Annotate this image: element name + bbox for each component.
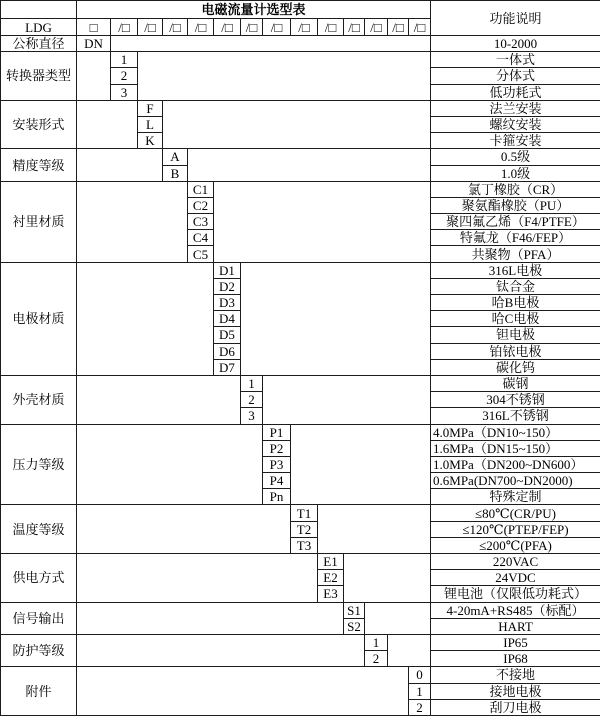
code-cell: D5: [214, 327, 241, 343]
spacer-cell: [77, 602, 344, 634]
code-cell: 2: [111, 68, 138, 84]
code-cell: 0: [409, 667, 431, 683]
description-cell: 哈C电极: [431, 311, 600, 327]
spacer-cell: [77, 424, 263, 505]
code-cell: E3: [318, 586, 344, 602]
code-cell: K: [138, 133, 163, 149]
code-cell: B: [163, 165, 188, 181]
description-cell: 0.6MPa(DN700~DN2000): [431, 473, 600, 489]
code-slot: /□: [344, 19, 365, 36]
description-cell: 1.0级: [431, 165, 600, 181]
description-cell: 氯丁橡胶（CR）: [431, 181, 600, 197]
description-cell: 钛合金: [431, 278, 600, 294]
code-cell: T3: [291, 537, 318, 553]
code-cell: D6: [214, 343, 241, 359]
description-cell: 共聚物（PFA）: [431, 246, 600, 262]
code-cell: C1: [188, 181, 214, 197]
code-slot: /□: [188, 19, 214, 36]
code-cell: 3: [241, 408, 263, 424]
code-cell: D2: [214, 278, 241, 294]
code-slot: /□: [111, 19, 138, 36]
spacer-cell: [214, 181, 431, 262]
code-cell: A: [163, 149, 188, 165]
spacer-cell: [77, 100, 138, 149]
code-box: □: [77, 19, 111, 36]
description-cell: 铂铱电极: [431, 343, 600, 359]
category-label-protection-rating: 防护等级: [1, 634, 77, 666]
description-cell: IP68: [431, 651, 600, 667]
category-label-accuracy-class: 精度等级: [1, 149, 77, 181]
description-cell: 1.0MPa（DN200~DN600）: [431, 456, 600, 472]
description-cell: 聚氨酯橡胶（PU）: [431, 197, 600, 213]
table-row: [1, 602, 600, 618]
code-cell: 1: [111, 52, 138, 68]
table-row: [1, 505, 600, 521]
description-cell: 220VAC: [431, 554, 600, 570]
description-cell: HART: [431, 618, 600, 634]
description-cell: ≤120℃(PTEP/FEP): [431, 521, 600, 537]
code-cell: P3: [263, 456, 291, 472]
spacer-cell: [138, 52, 431, 101]
category-label-nominal-diameter: 公称直径: [1, 36, 77, 52]
code-cell: L: [138, 116, 163, 132]
table-row: [1, 375, 600, 391]
code-cell: P4: [263, 473, 291, 489]
code-slot: /□: [365, 19, 388, 36]
spacer-cell: [77, 181, 188, 262]
table-row: [1, 181, 600, 197]
category-label-pressure-rating: 压力等级: [1, 424, 77, 505]
description-cell: 钽电极: [431, 327, 600, 343]
description-cell: 螺纹安装: [431, 116, 600, 132]
spacer-cell: [291, 424, 431, 505]
description-cell: 316L不锈钢: [431, 408, 600, 424]
category-label-signal-output: 信号输出: [1, 602, 77, 634]
description-cell: 刮刀电极: [431, 699, 600, 715]
code-cell: T1: [291, 505, 318, 521]
category-label-installation-type: 安装形式: [1, 100, 77, 149]
title-row: [1, 1, 600, 19]
description-cell: IP65: [431, 634, 600, 650]
code-slot: /□: [318, 19, 344, 36]
category-label-housing-material: 外壳材质: [1, 375, 77, 424]
table-row: [1, 262, 600, 278]
description-cell: 接地电极: [431, 683, 600, 699]
spacer-cell: [263, 375, 431, 424]
code-cell: C5: [188, 246, 214, 262]
spacer-cell: [241, 262, 431, 375]
code-cell: S1: [344, 602, 365, 618]
description-cell: 4-20mA+RS485（标配）: [431, 602, 600, 618]
spacer-cell: [77, 505, 291, 554]
category-label-converter-type: 转换器类型: [1, 52, 77, 101]
table-row: [1, 149, 600, 165]
code-cell: 1: [241, 375, 263, 391]
code-cell: C3: [188, 214, 214, 230]
description-cell: 聚四氟乙烯（F4/PTFE）: [431, 214, 600, 230]
code-cell: 3: [111, 84, 138, 100]
description-cell: 10-2000: [431, 36, 600, 52]
description-cell: 哈B电极: [431, 295, 600, 311]
description-cell: ≤200℃(PFA): [431, 537, 600, 553]
page-title: 电磁流量计选型表: [77, 1, 431, 19]
function-column-header: 功能说明: [431, 1, 600, 36]
code-slot: /□: [388, 19, 409, 36]
description-cell: 1.6MPa（DN15~150）: [431, 440, 600, 456]
code-cell: 1: [409, 683, 431, 699]
code-slot: /□: [214, 19, 241, 36]
spacer-cell: [318, 505, 431, 554]
code-cell: 2: [241, 392, 263, 408]
category-label-power-supply: 供电方式: [1, 554, 77, 603]
spacer-cell: [188, 149, 431, 181]
spacer-cell: [344, 554, 431, 603]
description-cell: ≤80℃(CR/PU): [431, 505, 600, 521]
description-cell: 不接地: [431, 667, 600, 683]
code-cell: D1: [214, 262, 241, 278]
title-left-spacer: [1, 1, 77, 19]
table-row: [1, 667, 600, 683]
description-cell: 锂电池（仅限低功耗式）: [431, 586, 600, 602]
category-label-temperature-rating: 温度等级: [1, 505, 77, 554]
description-cell: 碳化钨: [431, 359, 600, 375]
code-cell: E2: [318, 570, 344, 586]
table-row: [1, 36, 600, 52]
spacer-cell: [77, 149, 163, 181]
spacer-cell: [77, 375, 241, 424]
code-cell: S2: [344, 618, 365, 634]
code-cell: P1: [263, 424, 291, 440]
spacer-cell: [77, 52, 111, 101]
table-row: [1, 634, 600, 650]
description-cell: 24VDC: [431, 570, 600, 586]
code-cell: C4: [188, 230, 214, 246]
spacer-cell: [77, 634, 365, 666]
code-slot: /□: [241, 19, 263, 36]
spacer-cell: [77, 667, 409, 716]
description-cell: 一体式: [431, 52, 600, 68]
spacer-cell: [77, 554, 318, 603]
description-cell: 低功耗式: [431, 84, 600, 100]
description-cell: 碳钢: [431, 375, 600, 391]
code-cell: D4: [214, 311, 241, 327]
code-cell: P2: [263, 440, 291, 456]
description-cell: 卡箍安装: [431, 133, 600, 149]
code-cell: 2: [409, 699, 431, 715]
code-cell: C2: [188, 197, 214, 213]
code-slot: /□: [409, 19, 431, 36]
description-cell: 法兰安装: [431, 100, 600, 116]
code-cell: D7: [214, 359, 241, 375]
spacer-cell: [163, 100, 431, 149]
code-slot: /□: [291, 19, 318, 36]
category-label-electrode-material: 电极材质: [1, 262, 77, 375]
model-prefix: LDG: [1, 19, 77, 36]
code-cell: T2: [291, 521, 318, 537]
code-cell: F: [138, 100, 163, 116]
description-cell: 4.0MPa（DN10~150）: [431, 424, 600, 440]
code-slot: /□: [163, 19, 188, 36]
table-row: [1, 52, 600, 68]
spacer-cell: [365, 602, 431, 634]
code-cell: E1: [318, 554, 344, 570]
description-cell: 304不锈钢: [431, 392, 600, 408]
category-label-lining-material: 衬里材质: [1, 181, 77, 262]
description-cell: 特氟龙（F46/FEP）: [431, 230, 600, 246]
description-cell: 316L电极: [431, 262, 600, 278]
code-cell: 1: [365, 634, 388, 650]
spacer-cell: [77, 262, 214, 375]
description-cell: 0.5级: [431, 149, 600, 165]
code-slot: /□: [138, 19, 163, 36]
code-cell: 2: [365, 651, 388, 667]
description-cell: 分体式: [431, 68, 600, 84]
table-row: [1, 554, 600, 570]
spacer-cell: [388, 634, 431, 666]
code-slot: /□: [263, 19, 291, 36]
code-cell: D3: [214, 295, 241, 311]
spacer-cell: [111, 36, 431, 52]
category-label-accessories: 附件: [1, 667, 77, 716]
code-cell: DN: [77, 36, 111, 52]
description-cell: 特殊定制: [431, 489, 600, 505]
table-row: [1, 100, 600, 116]
code-cell: Pn: [263, 489, 291, 505]
table-row: [1, 424, 600, 440]
